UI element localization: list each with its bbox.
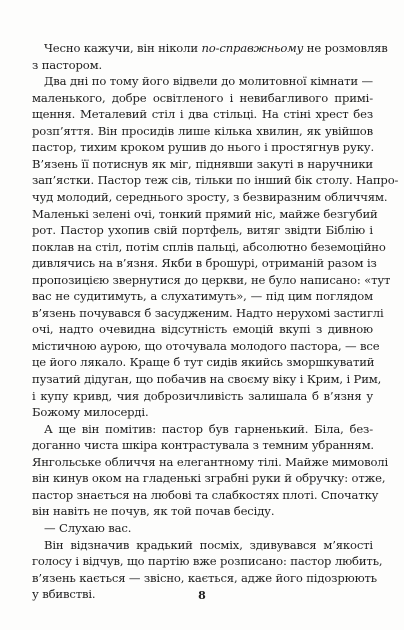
line-text: дивлячись на в’язня. Якби в брошурі, отриманій разом із — [32, 256, 377, 271]
line-text: він навіть не почув, як той почав бесіду. — [32, 504, 275, 519]
line-text: і купу кривд, чия доброзичливість залишала б в’язня у — [32, 388, 373, 403]
line-text: пастор знається на любові та слабкостях плоті. Спочатку — [32, 487, 379, 502]
text-line — [32, 553, 383, 570]
text-line — [32, 90, 373, 107]
line-text: доганно чиста шкіра контрастувала з темним убранням. — [32, 438, 374, 453]
text-line — [32, 239, 386, 256]
text-line — [32, 222, 373, 239]
text-line — [32, 404, 149, 421]
page-number: 8 — [198, 589, 206, 602]
line-text: голосу і відчув, що партію вже розписано: пастор любить, — [32, 554, 383, 569]
line-text: чуд молодий, середнього зросту, з безвиразним обличчям. — [32, 189, 388, 204]
text-line — [44, 40, 388, 57]
line-text: щення. Металевий стіл і два стільці. На стіні хрест без — [32, 107, 373, 122]
line-text: пастор, тихим кроком рушив до нього і простягнув руку. — [32, 140, 375, 155]
text-line — [32, 172, 399, 189]
text-line — [32, 272, 391, 289]
line-text: містичною аурою, що оточувала молодого пастора, — все — [32, 338, 380, 353]
line-text: поклав на стіл, потім сплів пальці, абсолютно беземоційно — [32, 239, 386, 254]
line-text: не розмовляв — [303, 41, 388, 55]
text-line — [32, 123, 373, 140]
text-line — [32, 437, 373, 454]
line-text: Чесно кажучи, він ніколи — [44, 41, 202, 55]
line-text: — Слухаю вас. — [44, 520, 132, 535]
line-text: пузатий дідуган, що побачив на своєму віку і Крим, і Рим, — [32, 372, 382, 386]
text-line — [32, 255, 377, 272]
line-text: Два дні по тому його відвели до молитовної кімнати — — [44, 74, 373, 89]
line-text: Янгольське обличчя на елегантному тілі. Майже мимоволі — [32, 454, 389, 469]
line-text: це його лякало. Краще б тут сидів якийсь зморшкуватий — [32, 355, 375, 370]
text-line — [32, 156, 373, 173]
line-text: зап’ястки. Пастор теж сів, тільки по інший бік столу. Напро- — [32, 173, 399, 188]
text-line — [44, 73, 373, 90]
text-line — [32, 487, 379, 504]
text-line — [32, 338, 380, 355]
text-line — [32, 470, 386, 487]
line-text: Божому милосерді. — [32, 405, 149, 420]
text-line — [32, 139, 373, 156]
line-text: з пастором. — [32, 57, 102, 72]
text-line — [32, 570, 377, 587]
emphasized-text: по-справжньому — [201, 41, 304, 55]
text-line — [32, 503, 274, 520]
text-line — [32, 189, 388, 206]
text-line — [32, 371, 382, 388]
text-line — [32, 305, 384, 322]
line-text: розп’яття. Він просидів лише кілька хвилин, як увійшов — [32, 123, 373, 138]
line-text: В’язень її потиснув як міг, піднявши закуті в наручники — [32, 156, 373, 171]
text-line — [32, 354, 373, 371]
line-text: в’язень почувався б засудженим. Надто нерухомі застиглі — [32, 305, 384, 320]
text-line — [44, 537, 373, 554]
line-text: Він відзначив крадький посміх, здивувався м’якості — [44, 537, 373, 552]
text-line — [32, 206, 378, 223]
line-text: маленького, добре освітленого і невибагливого примі- — [32, 90, 373, 105]
line-text: вас не судитимуть, а слухатимуть», — під цим поглядом — [32, 289, 373, 304]
text-line — [32, 321, 373, 338]
line-text: А ще він помітив: пастор був гарненький. Біла, без- — [44, 421, 373, 436]
text-line — [32, 454, 389, 471]
line-text: пропозицією звернутися до церкви, не було написано: «тут — [32, 272, 391, 287]
line-text: в’язень кається — звісно, кається, адже його підозрюють — [32, 570, 377, 585]
line-text: рот. Пастор ухопив свій портфель, витяг звідти Біблію і — [32, 223, 373, 238]
text-line — [32, 57, 102, 74]
line-text: Маленькі зелені очі, тонкий прямий ніс, майже безгубий — [32, 206, 378, 221]
line-text: він кинув оком на гладенькі зграбні руки й обручку: отже, — [32, 471, 386, 486]
text-line — [32, 388, 373, 405]
text-line — [44, 520, 131, 537]
text-line — [44, 421, 373, 438]
text-line — [32, 106, 373, 123]
text-line — [32, 288, 373, 305]
line-text: у вбивстві. — [32, 587, 96, 602]
line-text: очі, надто очевидна відсутність емоцій вкупі з дивною — [32, 322, 373, 337]
